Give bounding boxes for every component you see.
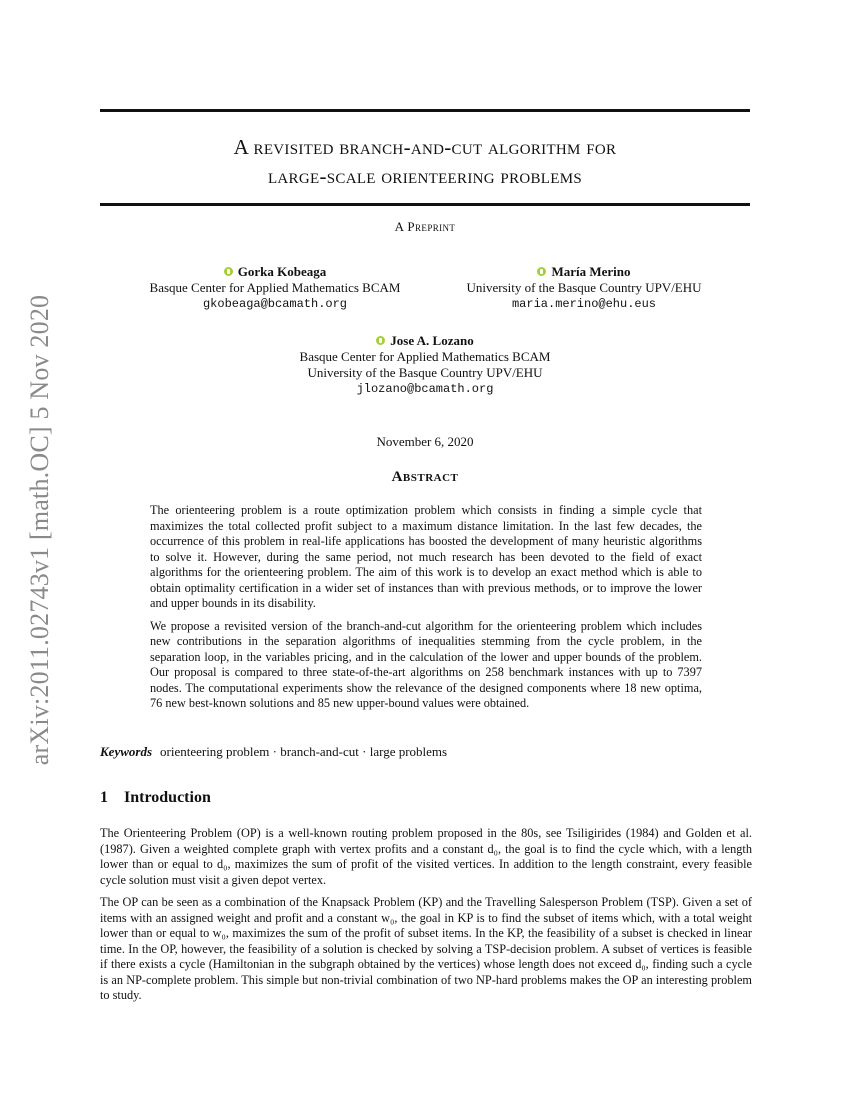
orcid-icon[interactable] — [224, 267, 233, 276]
author-affiliation: University of the Basque Country UPV/EHU — [466, 280, 702, 295]
title-rule-bottom — [100, 203, 750, 206]
abstract-heading: Abstract — [391, 469, 459, 485]
paper-title-line-1: A revisited branch-and-cut algorithm for — [233, 135, 617, 159]
orcid-icon[interactable] — [376, 336, 385, 345]
section-number: 1 — [100, 789, 108, 806]
author-name: Gorka Kobeaga — [237, 264, 327, 279]
author-affiliation: Basque Center for Applied Mathematics BCAM — [299, 349, 551, 364]
keywords-text: orienteering problem · branch-and-cut · large problems — [160, 744, 448, 759]
author-affiliation: University of the Basque Country UPV/EHU — [307, 365, 543, 380]
paper-title-line-2: large-scale orienteering problems — [267, 164, 583, 188]
author-block-1 — [125, 264, 425, 312]
abstract-body — [150, 503, 702, 719]
title-rule-top — [100, 109, 750, 112]
section-body — [100, 826, 752, 1011]
author-block-3 — [250, 333, 600, 397]
author-affiliation: Basque Center for Applied Mathematics BCAM — [149, 280, 401, 295]
keywords-label: Keywords — [100, 744, 152, 759]
section-heading — [100, 789, 211, 807]
author-email[interactable]: jlozano@bcamath.org — [356, 382, 494, 396]
arxiv-identifier: arXiv:2011.02743v1 [math.OC] 5 Nov 2020 — [25, 294, 54, 766]
abstract-paragraph: The orienteering problem is a route optimization problem which consists in finding a simple cycle that maximizes the total collected profit subject to a maximum distance limitation. In the last few decades, the occurrence of this problem in real-life applications has boosted the development of many heuristic algorithms to solve it. However, during the same period, not much research has been devoted to the field of exact algorithms for the orienteering problem. The aim of this work is to develop an exact method which is able to obtain optimality certification in a wider set of instances than with previous methods, or to improve the lower and upper bounds in its disability. — [150, 503, 702, 610]
author-email[interactable]: maria.merino@ehu.eus — [511, 297, 657, 311]
author-email[interactable]: gkobeaga@bcamath.org — [202, 297, 348, 311]
preprint-label: A Preprint — [394, 219, 456, 234]
keywords-line — [100, 744, 750, 760]
orcid-icon[interactable] — [537, 267, 546, 276]
author-name: Jose A. Lozano — [390, 333, 474, 348]
body-paragraph: The OP can be seen as a combination of the Knapsack Problem (KP) and the Travelling Salesperson Problem (TSP). Given a set of items with an assigned weight and profit and a constant w₀, the goal in KP is to find the subset of items which, with a total weight lower than or equal to w₀, maximizes the sum of the profit of subset items. In the KP, the feasibility of a subset is checked in linear time. In the OP, however, the feasibility of a solution is checked by solving a TSP-decision problem. A subset of vertices is feasible if there exists a cycle (Hamiltonian in the subgraph obtained by the vertices) whose length does not exceed d₀, finding such a cycle is an NP-complete problem. This simple but non-trivial combination of two NP-hard problems makes the OP an interesting problem to study. — [100, 895, 752, 1002]
publication-date: November 6, 2020 — [376, 434, 474, 449]
body-paragraph: The Orienteering Problem (OP) is a well-known routing problem proposed in the 80s, see Tsiligirides (1984) and Golden et al. (1987). Given a weighted complete graph with vertex profits and a constant d₀, the goal is to find the cycle which, with a length lower than or equal to d₀, maximizes the sum of profit of the visited vertices. In addition to the length constraint, every feasible cycle solution must visit a given depot vertex. — [100, 826, 752, 887]
author-block-2 — [434, 264, 734, 312]
abstract-paragraph: We propose a revisited version of the branch-and-cut algorithm for the orienteering problem which includes new contributions in the separation algorithms of inequalities stemming from the cycle problem, in the separation loop, in the variables pricing, and in the calculation of the lower and upper bounds of the problem. Our proposal is compared to three state-of-the-art algorithms on 258 benchmark instances with up to 7397 nodes. The computational experiments show the relevance of the designed components where 18 new optima, 76 new best-known solutions and 85 new upper-bound values were obtained. — [150, 618, 702, 710]
section-title: Introduction — [124, 789, 211, 806]
author-name: María Merino — [551, 264, 631, 279]
